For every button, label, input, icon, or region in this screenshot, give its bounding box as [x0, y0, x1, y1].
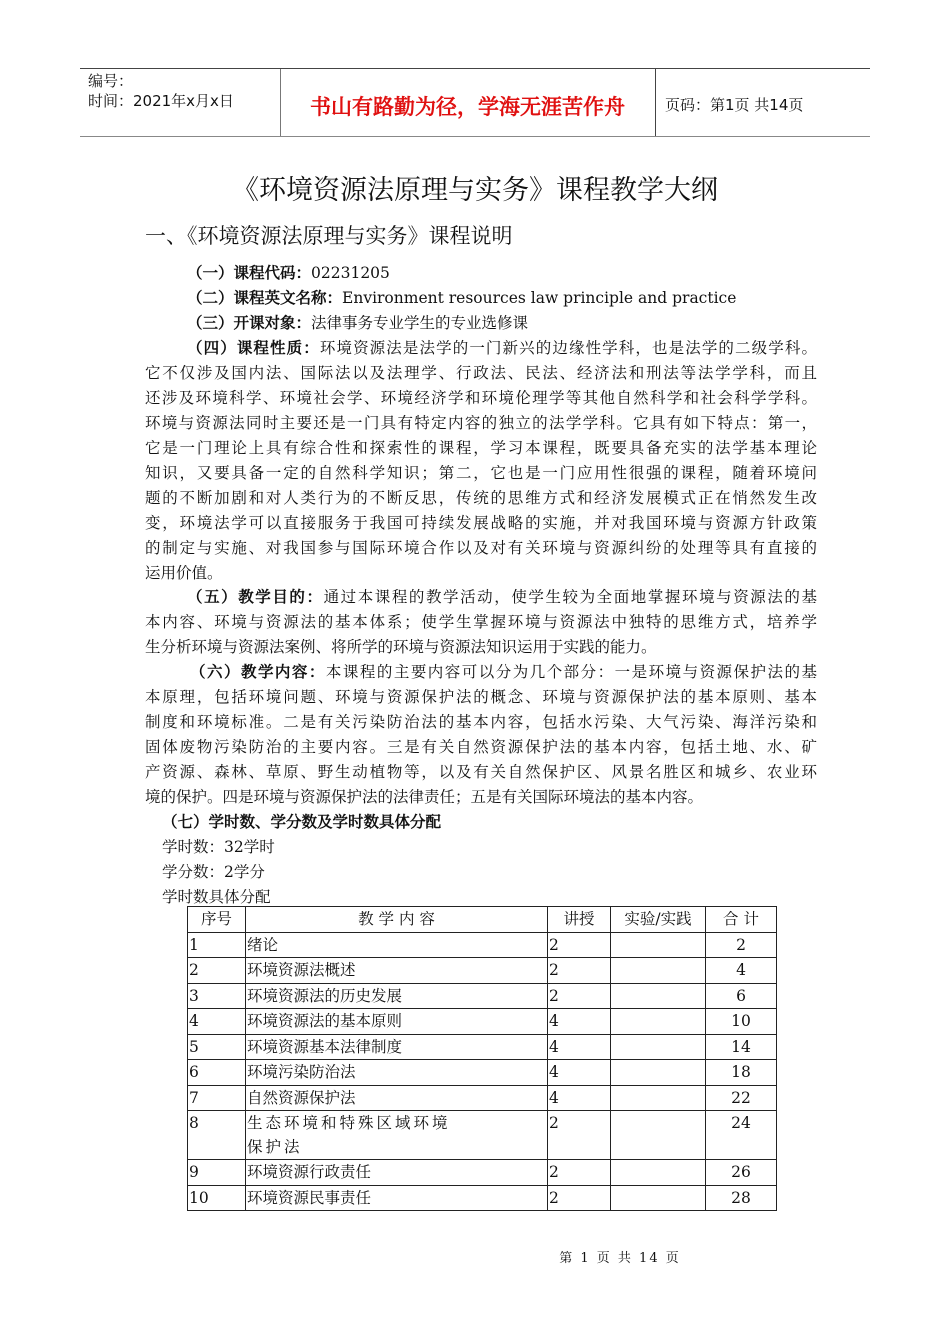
item-text: 产资源、森林、草原、野生动植物等，以及有关自然保护区、风景名胜区和城乡、农业环 [145, 763, 817, 781]
item-text: 它是一门理论上具有综合性和探索性的课程，学习本课程，既要具备充实的法学基本理论 [145, 439, 817, 457]
item-label: （六）教学内容： [190, 662, 326, 681]
table-row [188, 1160, 777, 1186]
table-cell: 绪论 [246, 932, 548, 958]
item-text: 境的保护。四是环境与资源保护法的法律责任；五是有关国际环境法的基本内容。 [145, 788, 704, 806]
table-cell: 6 [188, 1060, 246, 1086]
table-row [188, 932, 777, 958]
table-cell: 24 [706, 1111, 777, 1160]
item-text: 固体废物污染防治的主要内容。三是有关自然资源保护法的基本内容，包括土地、水、矿 [145, 738, 817, 756]
table-cell: 自然资源保护法 [246, 1085, 548, 1111]
table-cell [611, 932, 706, 958]
table-cell [611, 1060, 706, 1086]
table-cell: 2 [548, 983, 611, 1009]
table-cell: 4 [548, 1009, 611, 1035]
table-row [188, 958, 777, 984]
item-text: 的制定与实施、对我国参与国际环境合作以及对有关环境与资源纠纷的处理等具有直接的 [145, 539, 817, 557]
item-text: 它不仅涉及国内法、国际法以及法理学、行政法、民法、经济法和刑法等法学学科，而且 [145, 364, 817, 382]
paragraph-line [187, 287, 736, 309]
item-label: （五）教学目的： [187, 587, 324, 606]
table-cell [611, 1185, 706, 1211]
table-cell [611, 1085, 706, 1111]
table-row [188, 1009, 777, 1035]
table-cell: 5 [188, 1034, 246, 1060]
table-cell: 2 [548, 1160, 611, 1186]
paragraph-line [145, 761, 817, 783]
table-cell: 环境资源法的基本原则 [246, 1009, 548, 1035]
column-header: 教 学 内 容 [246, 907, 548, 933]
paragraph-line [187, 337, 817, 359]
paragraph-line [145, 611, 817, 633]
item-label: （二）课程英文名称： [187, 288, 343, 307]
item-label: （三）开课对象： [187, 313, 312, 332]
paragraph-line [187, 312, 528, 334]
table-row [188, 1034, 777, 1060]
table-cell: 4 [548, 1034, 611, 1060]
number-label: 编号： [88, 72, 134, 90]
column-header: 实验/实践 [611, 907, 706, 933]
paragraph-line [145, 462, 817, 484]
table-cell: 环境资源民事责任 [246, 1185, 548, 1211]
column-header: 合 计 [706, 907, 777, 933]
table-cell: 14 [706, 1034, 777, 1060]
table-cell: 2 [706, 932, 777, 958]
paragraph-line [145, 786, 703, 808]
item-text: Environment resources law principle and practice [342, 289, 737, 307]
table-cell: 2 [188, 958, 246, 984]
table-cell: 10 [188, 1185, 246, 1211]
item-label: （一）课程代码： [187, 263, 312, 282]
paragraph-line [145, 387, 817, 409]
document-title: 《环境资源法原理与实务》课程教学大纲 [232, 175, 718, 206]
table-cell: 生态环境和特殊区域环境保护法 [246, 1111, 548, 1160]
table-row [188, 983, 777, 1009]
table-cell: 2 [548, 958, 611, 984]
item-text: 知识，又要具备一定的自然科学知识；第二，它也是一门应用性很强的课程，随着环境问 [145, 464, 817, 482]
page-header [80, 68, 870, 137]
table-cell: 22 [706, 1085, 777, 1111]
table-header-row [188, 907, 777, 933]
table-cell: 环境资源基本法律制度 [246, 1034, 548, 1060]
item-text: 环境与资源法同时主要还是一门具有特定内容的独立的法学学科。它具有如下特点：第一， [145, 414, 817, 432]
table-cell: 环境资源行政责任 [246, 1160, 548, 1186]
table-cell: 6 [706, 983, 777, 1009]
table-cell: 1 [188, 932, 246, 958]
paragraph-line [145, 512, 817, 534]
table-cell: 4 [548, 1085, 611, 1111]
item-text: 本课程的主要内容可以分为几个部分：一是环境与资源保护法的基 [325, 663, 817, 681]
table-cell [611, 1160, 706, 1186]
hours-line: 学时数具体分配 [162, 888, 271, 906]
item-text: 制度和环境标准。二是有关污染防治法的基本内容，包括水污染、大气污染、海洋污染和 [145, 713, 817, 731]
item-text: 法律事务专业学生的专业选修课 [311, 314, 529, 332]
page-info: 页码：第1页 共14页 [665, 96, 804, 114]
table-cell: 2 [548, 932, 611, 958]
paragraph-line [187, 586, 817, 608]
table-cell [611, 1009, 706, 1035]
item-text: 题的不断加剧和对人类行为的不断反思，传统的思维方式和经济发展模式正在悄然发生改 [145, 489, 817, 507]
table-cell: 2 [548, 1185, 611, 1211]
table-cell: 7 [188, 1085, 246, 1111]
paragraph-line [190, 661, 817, 683]
paragraph-line [145, 537, 817, 559]
paragraph-line [145, 437, 817, 459]
item-label: （七）学时数、学分数及学时数具体分配 [162, 812, 442, 831]
paragraph-line [145, 711, 817, 733]
time-label: 时间：2021年x月x日 [88, 92, 234, 110]
paragraph-line [145, 487, 817, 509]
paragraph-line [145, 736, 817, 758]
column-header: 讲授 [548, 907, 611, 933]
item-text: 本内容、环境与资源法的基本体系；使学生掌握环境与资源法中独特的思维方式，培养学 [145, 613, 817, 631]
divider [655, 69, 656, 136]
column-header: 序号 [188, 907, 246, 933]
table-cell: 18 [706, 1060, 777, 1086]
table-cell: 28 [706, 1185, 777, 1211]
paragraph-line [162, 811, 441, 833]
hours-line: 学分数：2学分 [162, 863, 265, 881]
item-text: 02231205 [311, 264, 390, 282]
table-row [188, 1111, 777, 1160]
table-cell: 环境污染防治法 [246, 1060, 548, 1086]
item-text: 环境资源法是法学的一门新兴的边缘性学科，也是法学的二级学科。 [319, 339, 817, 357]
paragraph-line [187, 262, 390, 284]
paragraph-line [145, 412, 817, 434]
table-cell [611, 958, 706, 984]
table-cell: 8 [188, 1111, 246, 1160]
table-row [188, 1085, 777, 1111]
paragraph-line [145, 686, 817, 708]
item-text: 通过本课程的教学活动，使学生较为全面地掌握环境与资源法的基 [323, 588, 817, 606]
table-row [188, 1185, 777, 1211]
section-heading: 一、《环境资源法原理与实务》课程说明 [145, 224, 513, 248]
table-cell [611, 1034, 706, 1060]
paragraph-line [145, 362, 817, 384]
table-cell: 9 [188, 1160, 246, 1186]
motto: 书山有路勤为径，学海无涯苦作舟 [310, 95, 625, 119]
item-text: 变，环境法学可以直接服务于我国可持续发展战略的实施，并对我国环境与资源方针政策 [145, 514, 817, 532]
table-cell [611, 983, 706, 1009]
item-text: 还涉及环境科学、环境社会学、环境经济学和环境伦理学等其他自然科学和社会科学学科。 [145, 389, 817, 407]
table-cell: 4 [706, 958, 777, 984]
paragraph-line [145, 562, 223, 584]
table-cell: 4 [548, 1060, 611, 1086]
table-row [188, 1060, 777, 1086]
item-label: （四）课程性质： [187, 338, 320, 357]
item-text: 运用价值。 [145, 564, 223, 582]
paragraph-line [145, 636, 657, 658]
table-cell: 10 [706, 1009, 777, 1035]
table-cell: 环境资源法概述 [246, 958, 548, 984]
item-text: 本原理，包括环境问题、环境与资源保护法的概念、环境与资源保护法的基本原则、基本 [145, 688, 817, 706]
table-cell [611, 1111, 706, 1160]
hours-line: 学时数：32学时 [162, 838, 275, 856]
item-text: 生分析环境与资源法案例、将所学的环境与资源法知识运用于实践的能力。 [145, 638, 657, 656]
page-footer: 第 1 页 共 14 页 [559, 1251, 681, 1266]
table-cell: 4 [188, 1009, 246, 1035]
table-cell: 环境资源法的历史发展 [246, 983, 548, 1009]
table-cell: 2 [548, 1111, 611, 1160]
table-cell: 3 [188, 983, 246, 1009]
hours-table [187, 906, 777, 1211]
table-cell: 26 [706, 1160, 777, 1186]
